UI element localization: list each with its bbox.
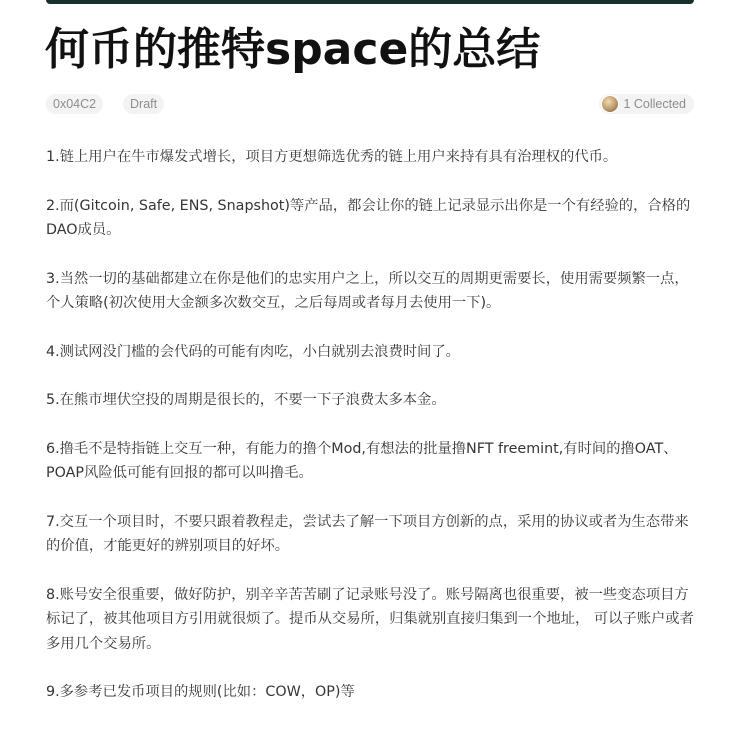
paragraph-4: 4.测试网没门槛的会代码的可能有肉吃，小白就别去浪费时间了。	[46, 343, 460, 360]
avatar	[601, 95, 619, 113]
page-title: 何币的推特space的总结	[45, 24, 541, 75]
article-meta	[46, 94, 694, 116]
paragraph-5: 5.在熊市埋伏空投的周期是很长的，不要一下子浪费太多本金。	[46, 392, 446, 408]
paragraph-8: 8.账号安全很重要，做好防护，别辛辛苦苦刷了记录账号没了。账号隔离也很重要，被一些变态项目方标记了，被其他项目方引用就很烦了。提币从交易所，归集就别直接归集到一个地址， 可以子账户或者多用几个交易所。	[46, 586, 694, 652]
status-badge: Draft	[123, 94, 164, 114]
address-chip[interactable]: 0x04C2	[46, 94, 103, 114]
paragraph-3: 3.当然一切的基础都建立在你是他们的忠实用户之上，所以交互的周期更需要长，使用需要频繁一点，个人策略(初次使用大金额多次数交互，之后每周或者每月去使用一下)。	[46, 270, 689, 311]
paragraph-6: 6.撸毛不是特指链上交互一种，有能力的撸个Mod,有想法的批量撸NFT freemint,有时间的撸OAT、POAP风险低可能有回报的都可以叫撸毛。	[46, 440, 678, 481]
collected-label: 1 Collected	[623, 97, 686, 111]
paragraph-1: 1.链上用户在牛市爆发式增长，项目方更想筛选优秀的链上用户来持有具有治理权的代币。	[46, 149, 618, 165]
article-body	[46, 145, 694, 729]
cover-image-edge	[46, 0, 694, 4]
paragraph-9: 9.多参考已发币项目的规则(比如：COW，OP)等	[46, 684, 355, 700]
collected-badge[interactable]	[599, 94, 694, 114]
paragraph-7: 7.交互一个项目时，不要只跟着教程走，尝试去了解一下项目方创新的点，采用的协议或者为生态带来的价值，才能更好的辨别项目的好坏。	[46, 513, 689, 554]
paragraph-2: 2.而(Gitcoin, Safe, ENS, Snapshot)等产品，都会让你的链上记录显示出你是一个有经验的，合格的DAO成员。	[46, 197, 691, 238]
